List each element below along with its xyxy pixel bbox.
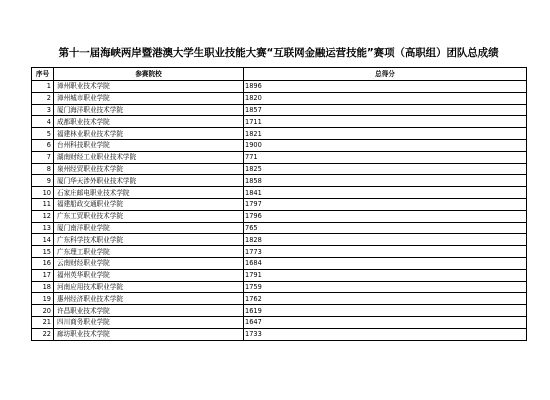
row-no: 15 — [32, 246, 54, 258]
table-row — [32, 222, 527, 234]
row-school: 许昌职业技术学院 — [54, 305, 244, 317]
table-row — [32, 81, 527, 93]
row-no: 11 — [32, 198, 54, 210]
row-score: 1684 — [244, 257, 527, 269]
table-row — [32, 175, 527, 187]
row-school: 廊坊职业技术学院 — [54, 328, 244, 340]
row-no: 1 — [32, 81, 54, 93]
table-row — [32, 328, 527, 340]
row-score: 1762 — [244, 293, 527, 305]
row-school: 厦门南洋职业学院 — [54, 222, 244, 234]
header-row — [32, 68, 527, 81]
row-score: 1619 — [244, 305, 527, 317]
row-score: 1841 — [244, 187, 527, 199]
row-school: 漳州职业技术学院 — [54, 81, 244, 93]
row-school: 厦门华天涉外职业技术学院 — [54, 175, 244, 187]
row-no: 10 — [32, 187, 54, 199]
row-no: 12 — [32, 210, 54, 222]
row-score: 1896 — [244, 81, 527, 93]
row-school: 石家庄邮电职业技术学院 — [54, 187, 244, 199]
table-row — [32, 151, 527, 163]
table-row — [32, 163, 527, 175]
row-no: 20 — [32, 305, 54, 317]
row-school: 福建船政交通职业学院 — [54, 198, 244, 210]
row-no: 13 — [32, 222, 54, 234]
row-school: 厦门海洋职业技术学院 — [54, 104, 244, 116]
row-score: 771 — [244, 151, 527, 163]
header-no: 序号 — [32, 68, 54, 81]
row-no: 9 — [32, 175, 54, 187]
results-sheet — [31, 40, 526, 341]
row-no: 4 — [32, 116, 54, 128]
row-no: 3 — [32, 104, 54, 116]
row-score: 1711 — [244, 116, 527, 128]
table-row — [32, 128, 527, 140]
row-school: 广东工贸职业技术学院 — [54, 210, 244, 222]
row-school: 四川商务职业学院 — [54, 316, 244, 328]
row-no: 7 — [32, 151, 54, 163]
table-row — [32, 281, 527, 293]
table-row — [32, 234, 527, 246]
row-no: 14 — [32, 234, 54, 246]
row-score: 1791 — [244, 269, 527, 281]
row-school: 湖南财经工业职业技术学院 — [54, 151, 244, 163]
row-school: 惠州经济职业技术学院 — [54, 293, 244, 305]
table-row — [32, 116, 527, 128]
row-no: 22 — [32, 328, 54, 340]
row-school: 广东理工职业学院 — [54, 246, 244, 258]
row-no: 17 — [32, 269, 54, 281]
table-row — [32, 139, 527, 151]
row-score: 1857 — [244, 104, 527, 116]
row-score: 1773 — [244, 246, 527, 258]
row-school: 河南应用技术职业学院 — [54, 281, 244, 293]
row-school: 台州科技职业学院 — [54, 139, 244, 151]
row-school: 泉州经贸职业技术学院 — [54, 163, 244, 175]
row-no: 21 — [32, 316, 54, 328]
header-score: 总得分 — [244, 68, 527, 81]
row-school: 漳州城市职业学院 — [54, 92, 244, 104]
table-row — [32, 293, 527, 305]
row-score: 1759 — [244, 281, 527, 293]
table-row — [32, 92, 527, 104]
row-score: 1820 — [244, 92, 527, 104]
sheet-title: 第十一届海峡两岸暨港澳大学生职业技能大赛“互联网金融运营技能”赛项（高职组）团队总成绩 — [58, 47, 499, 59]
table-row — [32, 246, 527, 258]
row-score: 1858 — [244, 175, 527, 187]
table-row — [32, 305, 527, 317]
row-score: 1821 — [244, 128, 527, 140]
row-score: 1828 — [244, 234, 527, 246]
row-score: 1797 — [244, 198, 527, 210]
row-school: 福州英华职业学院 — [54, 269, 244, 281]
row-no: 16 — [32, 257, 54, 269]
row-score: 1825 — [244, 163, 527, 175]
row-score: 765 — [244, 222, 527, 234]
row-score: 1733 — [244, 328, 527, 340]
row-score: 1796 — [244, 210, 527, 222]
row-school: 成都职业技术学院 — [54, 116, 244, 128]
row-no: 19 — [32, 293, 54, 305]
row-no: 5 — [32, 128, 54, 140]
table-row — [32, 316, 527, 328]
row-score: 1900 — [244, 139, 527, 151]
table-row — [32, 210, 527, 222]
row-school: 云南财经职业学院 — [54, 257, 244, 269]
row-no: 18 — [32, 281, 54, 293]
row-school: 广东科学技术职业学院 — [54, 234, 244, 246]
row-score: 1647 — [244, 316, 527, 328]
row-no: 2 — [32, 92, 54, 104]
table-row — [32, 104, 527, 116]
row-school: 福建林业职业技术学院 — [54, 128, 244, 140]
table-row — [32, 269, 527, 281]
table-row — [32, 257, 527, 269]
row-no: 8 — [32, 163, 54, 175]
results-table — [31, 67, 527, 341]
table-row — [32, 187, 527, 199]
row-no: 6 — [32, 139, 54, 151]
header-school: 参赛院校 — [54, 68, 244, 81]
table-row — [32, 198, 527, 210]
